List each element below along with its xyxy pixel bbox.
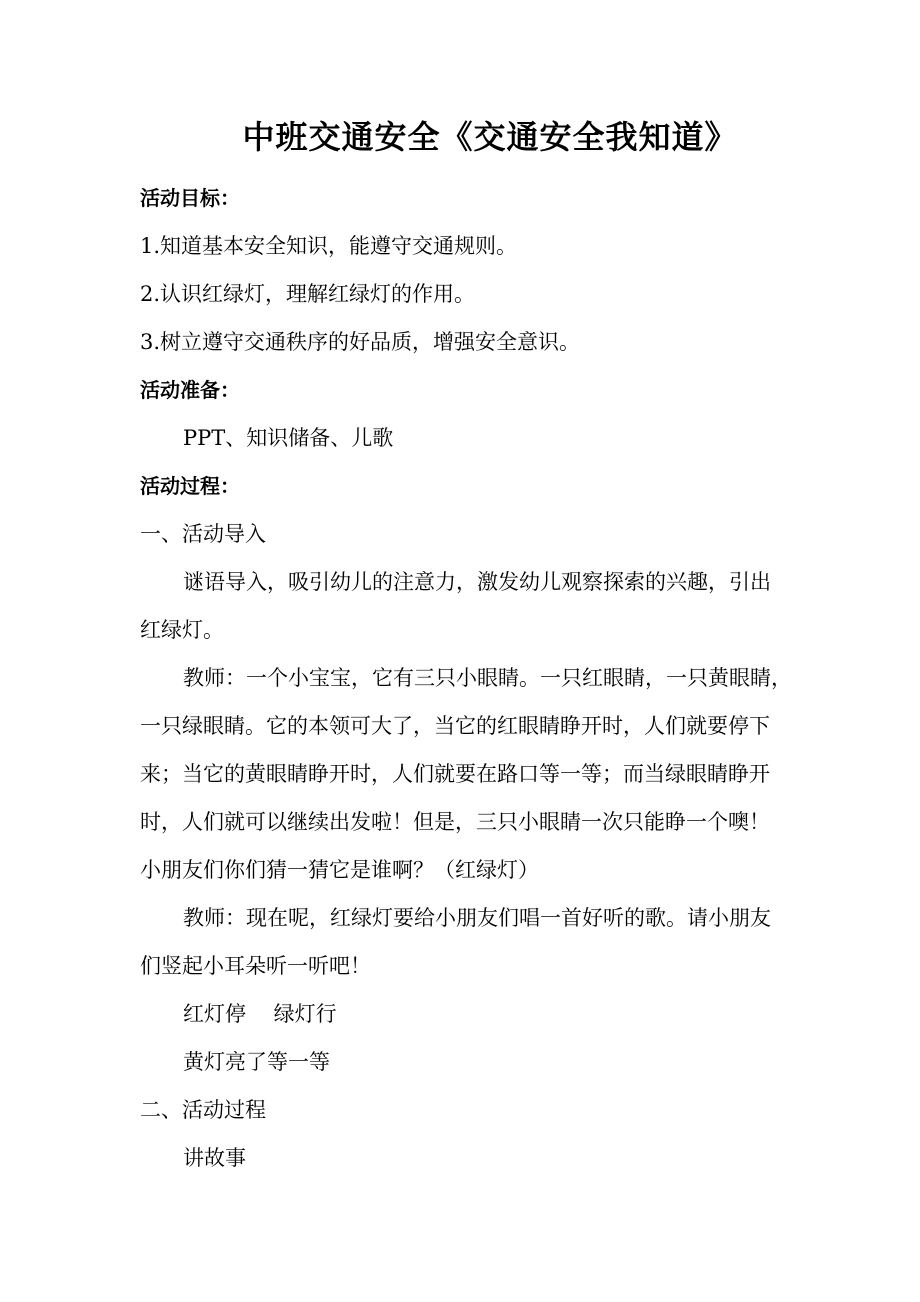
riddle-intro-line-2: 红绿灯。	[140, 618, 224, 642]
teacher-paragraph-1-line-4: 时，人们就可以继续出发啦！但是，三只小眼睛一次只能睁一个噢！	[140, 810, 770, 834]
goal-item-1: 1.知道基本安全知识，能遵守交通规则。	[140, 234, 518, 258]
part2-heading: 二、活动过程	[140, 1098, 266, 1122]
process-heading: 活动过程：	[140, 474, 240, 498]
song-line-2: 黄灯亮了等一等	[183, 1050, 330, 1074]
teacher-paragraph-2-line-1: 教师：现在呢，红绿灯要给小朋友们唱一首好听的歌。请小朋友	[183, 906, 771, 930]
prep-heading: 活动准备：	[140, 378, 240, 402]
goals-heading: 活动目标：	[140, 186, 240, 210]
riddle-intro-line-1: 谜语导入，吸引幼儿的注意力，激发幼儿观察探索的兴趣，引出	[183, 570, 771, 594]
prep-text: PPT、知识储备、儿歌	[183, 426, 394, 450]
song-line-1: 红灯停 绿灯行	[183, 1002, 337, 1026]
goal-item-3: 3.树立遵守交通秩序的好品质，增强安全意识。	[140, 330, 581, 354]
teacher-paragraph-1-line-2: 一只绿眼睛。它的本领可大了，当它的红眼睛睁开时，人们就要停下	[140, 714, 770, 738]
teacher-paragraph-1-line-3: 来；当它的黄眼睛睁开时，人们就要在路口等一等；而当绿眼睛睁开	[140, 762, 770, 786]
document-title: 中班交通安全《交通安全我知道》	[242, 118, 738, 156]
goal-item-2: 2.认识红绿灯，理解红绿灯的作用。	[140, 282, 476, 306]
story-text: 讲故事	[183, 1146, 246, 1170]
teacher-paragraph-1-line-1: 教师：一个小宝宝，它有三只小眼睛。一只红眼睛，一只黄眼睛，	[183, 666, 792, 690]
teacher-paragraph-1-line-5: 小朋友们你们猜一猜它是谁啊？（红绿灯）	[140, 858, 539, 882]
part1-heading: 一、活动导入	[140, 522, 266, 546]
teacher-paragraph-2-line-2: 们竖起小耳朵听一听吧！	[140, 954, 371, 978]
